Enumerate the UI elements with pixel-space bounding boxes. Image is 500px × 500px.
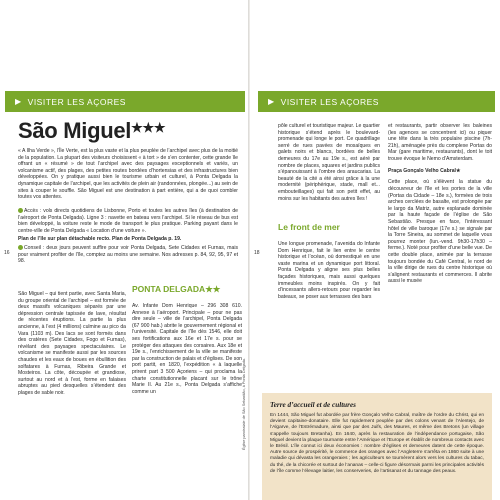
section-header bbox=[5, 91, 245, 112]
practical-info bbox=[18, 208, 238, 267]
info-bullet-icon bbox=[18, 208, 23, 213]
section-header-label: VISITER LES AÇORES bbox=[27, 96, 126, 107]
section-heading: PONTA DELGADA★★ bbox=[132, 284, 221, 294]
ponta-delgada-text: Av. Infante Dom Henrique – 296 308 610. Annexe à l’aéroport. Principale – pour ne pas dire seule – ville de l’archipel, Ponta Delgada (67 900 hab.) abrite le gouvernement régional et l’université. Capitale de l’île dès 1546, elle doit ses fortifications aux 16e et 17e s. pour se protéger des attaques des corsaires. Aux 18e et 19e s., l’enrichissement de la ville se manifeste par la construction de palais et d’églises. De son port partit, en 1820, l’expédition « à laquelle prirent part 3 500 Açoriens – qui proclama la charte constitutionnelle placant sur le trône Marie II. Au 21e s., Ponta Delgada s’affiche comme un bbox=[132, 303, 242, 395]
section-header-label: VISITER LES AÇORES bbox=[280, 96, 379, 107]
historic-quarter-text: pôle culturel et touristique majeur. Le quartier historique s’étend après le boulevard-promenade qui longe le port. Ce quadrillage serré de rues pavées de mosaïques en galets noirs et blancs, bordées de belles demeures du 17e au 19e s., est aéré par nombre de places, squares et jardins publics s’épanouissant à l’ombre des araucarias. La beauté de la cité a été ainsi grâce à la une modernité (périphérique, stade, mall et... embouteillages) qui fait son petit effet, au moins sur les habitants des autres îles ! bbox=[278, 123, 380, 202]
page-title-text: São Miguel bbox=[18, 118, 132, 143]
page-number: 16 bbox=[4, 250, 10, 256]
section-header bbox=[258, 91, 495, 112]
rating-stars: ★★★ bbox=[131, 120, 166, 135]
section-heading: Le front de mer bbox=[278, 222, 340, 232]
sidebar-box-title: Terre d’accueil et de cultures bbox=[270, 401, 356, 409]
photo-caption: Église paroissiale de São Sebastião, à Ponta Delgada. bbox=[242, 357, 246, 450]
intro-paragraph bbox=[18, 148, 238, 203]
body-column bbox=[388, 118, 492, 290]
waterfront-text: Une longue promenade, l’avenida do Infante Dom Henrique, fait le lien entre le centre historique et l’océan, où domestiqué en une vaste marina et un dynamique port littoral. Ponta Delgada y aligne ses plus belles façades historiques, mais aussi quelques immeubles moins inspirés. On y fait d’incessants allers-retours pour regarder les bateaux, se poser aux terrasses des bars bbox=[278, 241, 380, 300]
square-text: Cette place, où s’élèvent la statue du découvreur de l’île et les portes de la ville (Portas da Cidade – 18e s.), formées de trois arches cerclées de basalte, est prolongée par le largo da Matriz, autre esplanade dominée par la haute façade de l’église de São Sebastião. Presque en face, l’intéressant hôtel de ville baroque (17e s.) se signale par la Torre Sineira, au sommet de laquelle vous pourrez monter (lun.-vend. 9h30-17h30 – ferme.). Noté pour profiter d’une belle vue. De cette double place, animée par la terrasse toujours bondée du Café Central, le nord de la ville dirige de rues du centre historique où s’alignent restaurants et commerces. Il abrite aussi le musée bbox=[388, 179, 492, 285]
page-title bbox=[18, 118, 165, 144]
sidebar-box bbox=[262, 393, 492, 500]
access-info: Accès : vols directs quotidiens de Lisbonne, Porto et toutes les autres îles (à destination de l’aéroport de Ponta Delgada). Ligne 3 : navette en bateau vers l’archipel. Si le réseau de bus est bien développé, la voiture reste le mode de transport le plus pratique. Parking payant dans le centre-ville de Ponta Delgada « Location d’une voiture ». bbox=[18, 208, 238, 234]
subsection-heading: Praça Gonçalo Velho Cabral★ bbox=[388, 167, 461, 174]
info-bullet-icon bbox=[18, 245, 23, 250]
advice-info: Conseil : deux jours peuvent suffire pour voir Ponta Delgada, Sete Cidades et Furnas, mais pour vraiment profiter de l’île, comptez au moins une semaine. Nos adresses p. 84, 92, 95, 97 et 98. bbox=[18, 244, 238, 265]
chevron-right-icon: ▶ bbox=[15, 97, 22, 106]
map-info: Plan de l’île sur plan détachable recto. Plan de Ponta Delgada p. 19. bbox=[18, 236, 182, 243]
sidebar-box-text: En 1444, São Miguel fut abordée par frère Gonçalo Velho Cabral, maître de l’ordre du Christ, qui en devient capitaine-donataire. Elle fut rapidement peuplée par des colons venant de l’Alentejo, de l’Algarve, de l’Estrémadure, ainsi que par des Juifs, des Maures, et même des Bretons (un village s’appelle toujours Bretanha). En 1640, après la restauration de l’indépendance portugaise, São Miguel devient la plaque tournante entre l’Amérique et l’Europe et établit de nombreux contacts avec le Brésil. L’île connut ici deux économies : nombre d’églises et demeures datent de cette époque. Autre source de prospérité, le commerce des oranges avec l’Angleterre s’arrêta en 1860 suite à une maladie qui dévasta les orangeraies ; les agriculteurs se tournèrent alors vers les cultures du tabac, du thé, de la chicorée et surtout de l’ananas – celle-ci figure désormais parmi les principales activités de l’île comme l’élevage laitier, les conserveries, de l’artisanat et du tannage des peaux. bbox=[270, 413, 484, 474]
chevron-right-icon: ▶ bbox=[268, 97, 275, 106]
waterfront-continued-text: et restaurants, partir observer les baleines (les agences se concentrent ici) ou piquer une tête dans la très populaire piscine (7h-21h), aménagée près du complexe Portas do Mar (gare maritime, restaurants), dont le toit trouve évoque le Nemo d’Amsterdam. bbox=[388, 123, 492, 163]
geography-text: São Miguel – qui tient partie, avec Santa Maria, du groupe oriental de l’archipel – est formée de deux massifs volcaniques séparés par une dépression centrale tapissée de lave, résultat de récentes éruptions. La partie la plus ancienne, à l’est (4 millions) culmine au pico da Vara (1103 m). Des lacs se sont formés dans des cratères (Sete Cidades, Fogo et Furnas), révélant des paysages spectaculaires. Le volcanisme se manifeste aussi par les sources chaudes et les eaux de boues en ébullition des solfatares à Furnas, Ribeira Grande et Mosteiros. La côte, découpée et grandiose, surtout au nord et à l’est, forme en falaises abruptes au pied desquelles s’étendent des plages de sable noir. bbox=[18, 291, 126, 396]
page-number: 18 bbox=[254, 250, 260, 256]
body-column bbox=[278, 118, 380, 207]
intro-text: « A Ilha Verde », l’Île Verte, est la plus vaste et la plus peuplée de l’archipel avec plus de la moitié de la population. La plupart des visiteurs choisissent « à tort » de s’en contenter, cette grande île offrant un « résumé » de tout l’archipel avec des paysages exceptionnels et variés, un volcanisme actif, des plages, des petites routes bordées d’hortensias et des infrastructures bien développées. On y pratique aussi bien le tourisme urbain et culturel, à Ponta Delgada la dynamique capitale de l’archipel, que les activités de plein air (randonnées, plongée...) au sein de sites à couper le souffle. São Miguel est une destination à part entière, qui a de quoi combler toutes vos attentes. bbox=[18, 148, 238, 201]
body-column bbox=[132, 298, 242, 401]
body-column bbox=[18, 286, 126, 402]
right-page bbox=[250, 0, 500, 500]
body-column bbox=[278, 236, 380, 306]
